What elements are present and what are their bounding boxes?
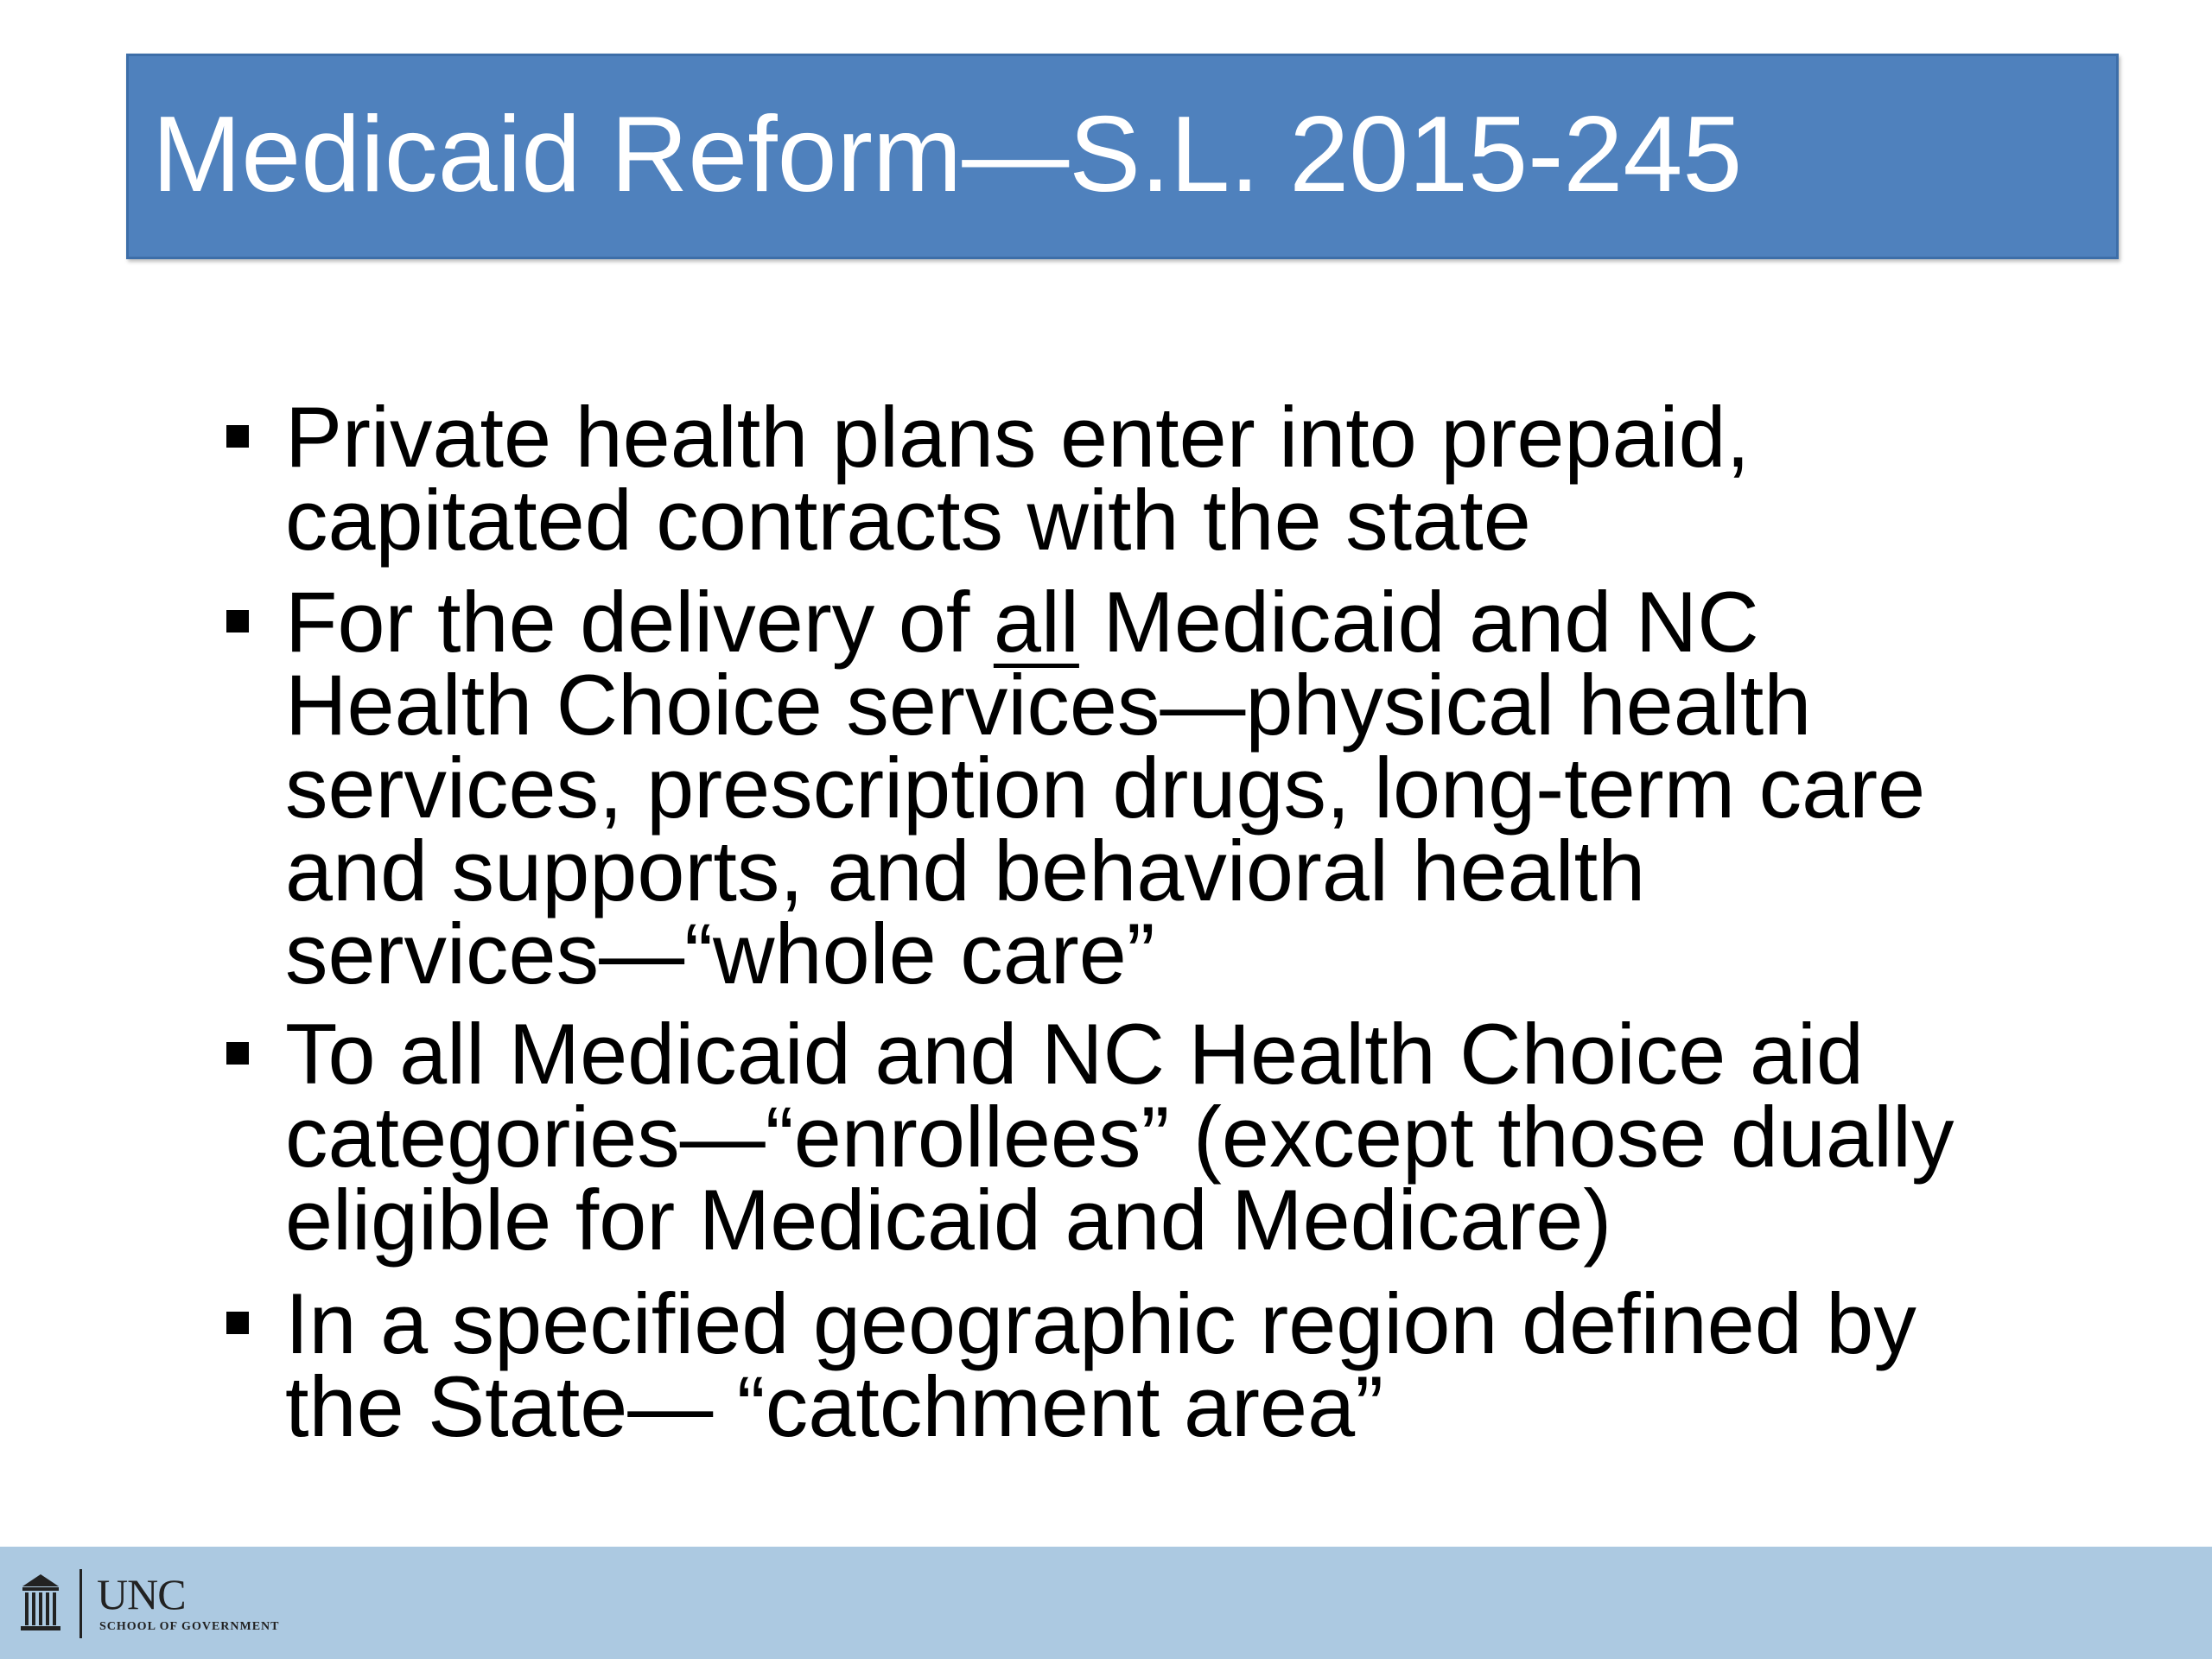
bullet-line xyxy=(285,574,2013,670)
bullet-item xyxy=(285,389,2013,568)
bullet-item xyxy=(285,1006,2013,1268)
bullet-line: eligible for Medicaid and Medicare) xyxy=(285,1172,1612,1268)
bullet-line: Health Choice services—physical health xyxy=(285,657,1812,753)
bullet-line: capitated contracts with the state xyxy=(285,472,1531,568)
bullet-item xyxy=(285,574,2013,1001)
bullet-line: categories—“enrollees” (except those dually xyxy=(285,1089,1955,1185)
bullet-line: and supports, and behavioral health xyxy=(285,823,1646,918)
bullet-item xyxy=(285,1275,2013,1454)
bullet-line: services—“whole care” xyxy=(285,906,1155,1001)
square-bullet-icon xyxy=(226,610,249,632)
bullet-line: the State— “catchment area” xyxy=(285,1358,1384,1454)
bullet-text-segment: For the delivery of xyxy=(285,574,994,670)
bullet-line: To all Medicaid and NC Health Choice aid xyxy=(285,1006,1864,1102)
slide-title: Medicaid Reform—S.L. 2015-245 xyxy=(152,95,1743,214)
logo-subtitle: SCHOOL OF GOVERNMENT xyxy=(99,1620,280,1633)
square-bullet-icon xyxy=(226,1042,249,1065)
bullet-line: In a specified geographic region defined by xyxy=(285,1275,1916,1371)
underlined-word: all xyxy=(993,574,1079,670)
old-well-icon xyxy=(19,1573,62,1633)
bullet-line: Private health plans enter into prepaid, xyxy=(285,389,1751,485)
footer-bar xyxy=(0,1547,2212,1659)
square-bullet-icon xyxy=(226,1312,249,1334)
bullet-text-segment: Medicaid and NC xyxy=(1078,574,1759,670)
unc-school-of-government-logo xyxy=(19,1569,330,1638)
logo-wordmark: UNC xyxy=(97,1570,186,1618)
logo-divider xyxy=(79,1569,82,1638)
square-bullet-icon xyxy=(226,425,249,448)
bullet-line: services, prescription drugs, long-term care xyxy=(285,740,1926,836)
